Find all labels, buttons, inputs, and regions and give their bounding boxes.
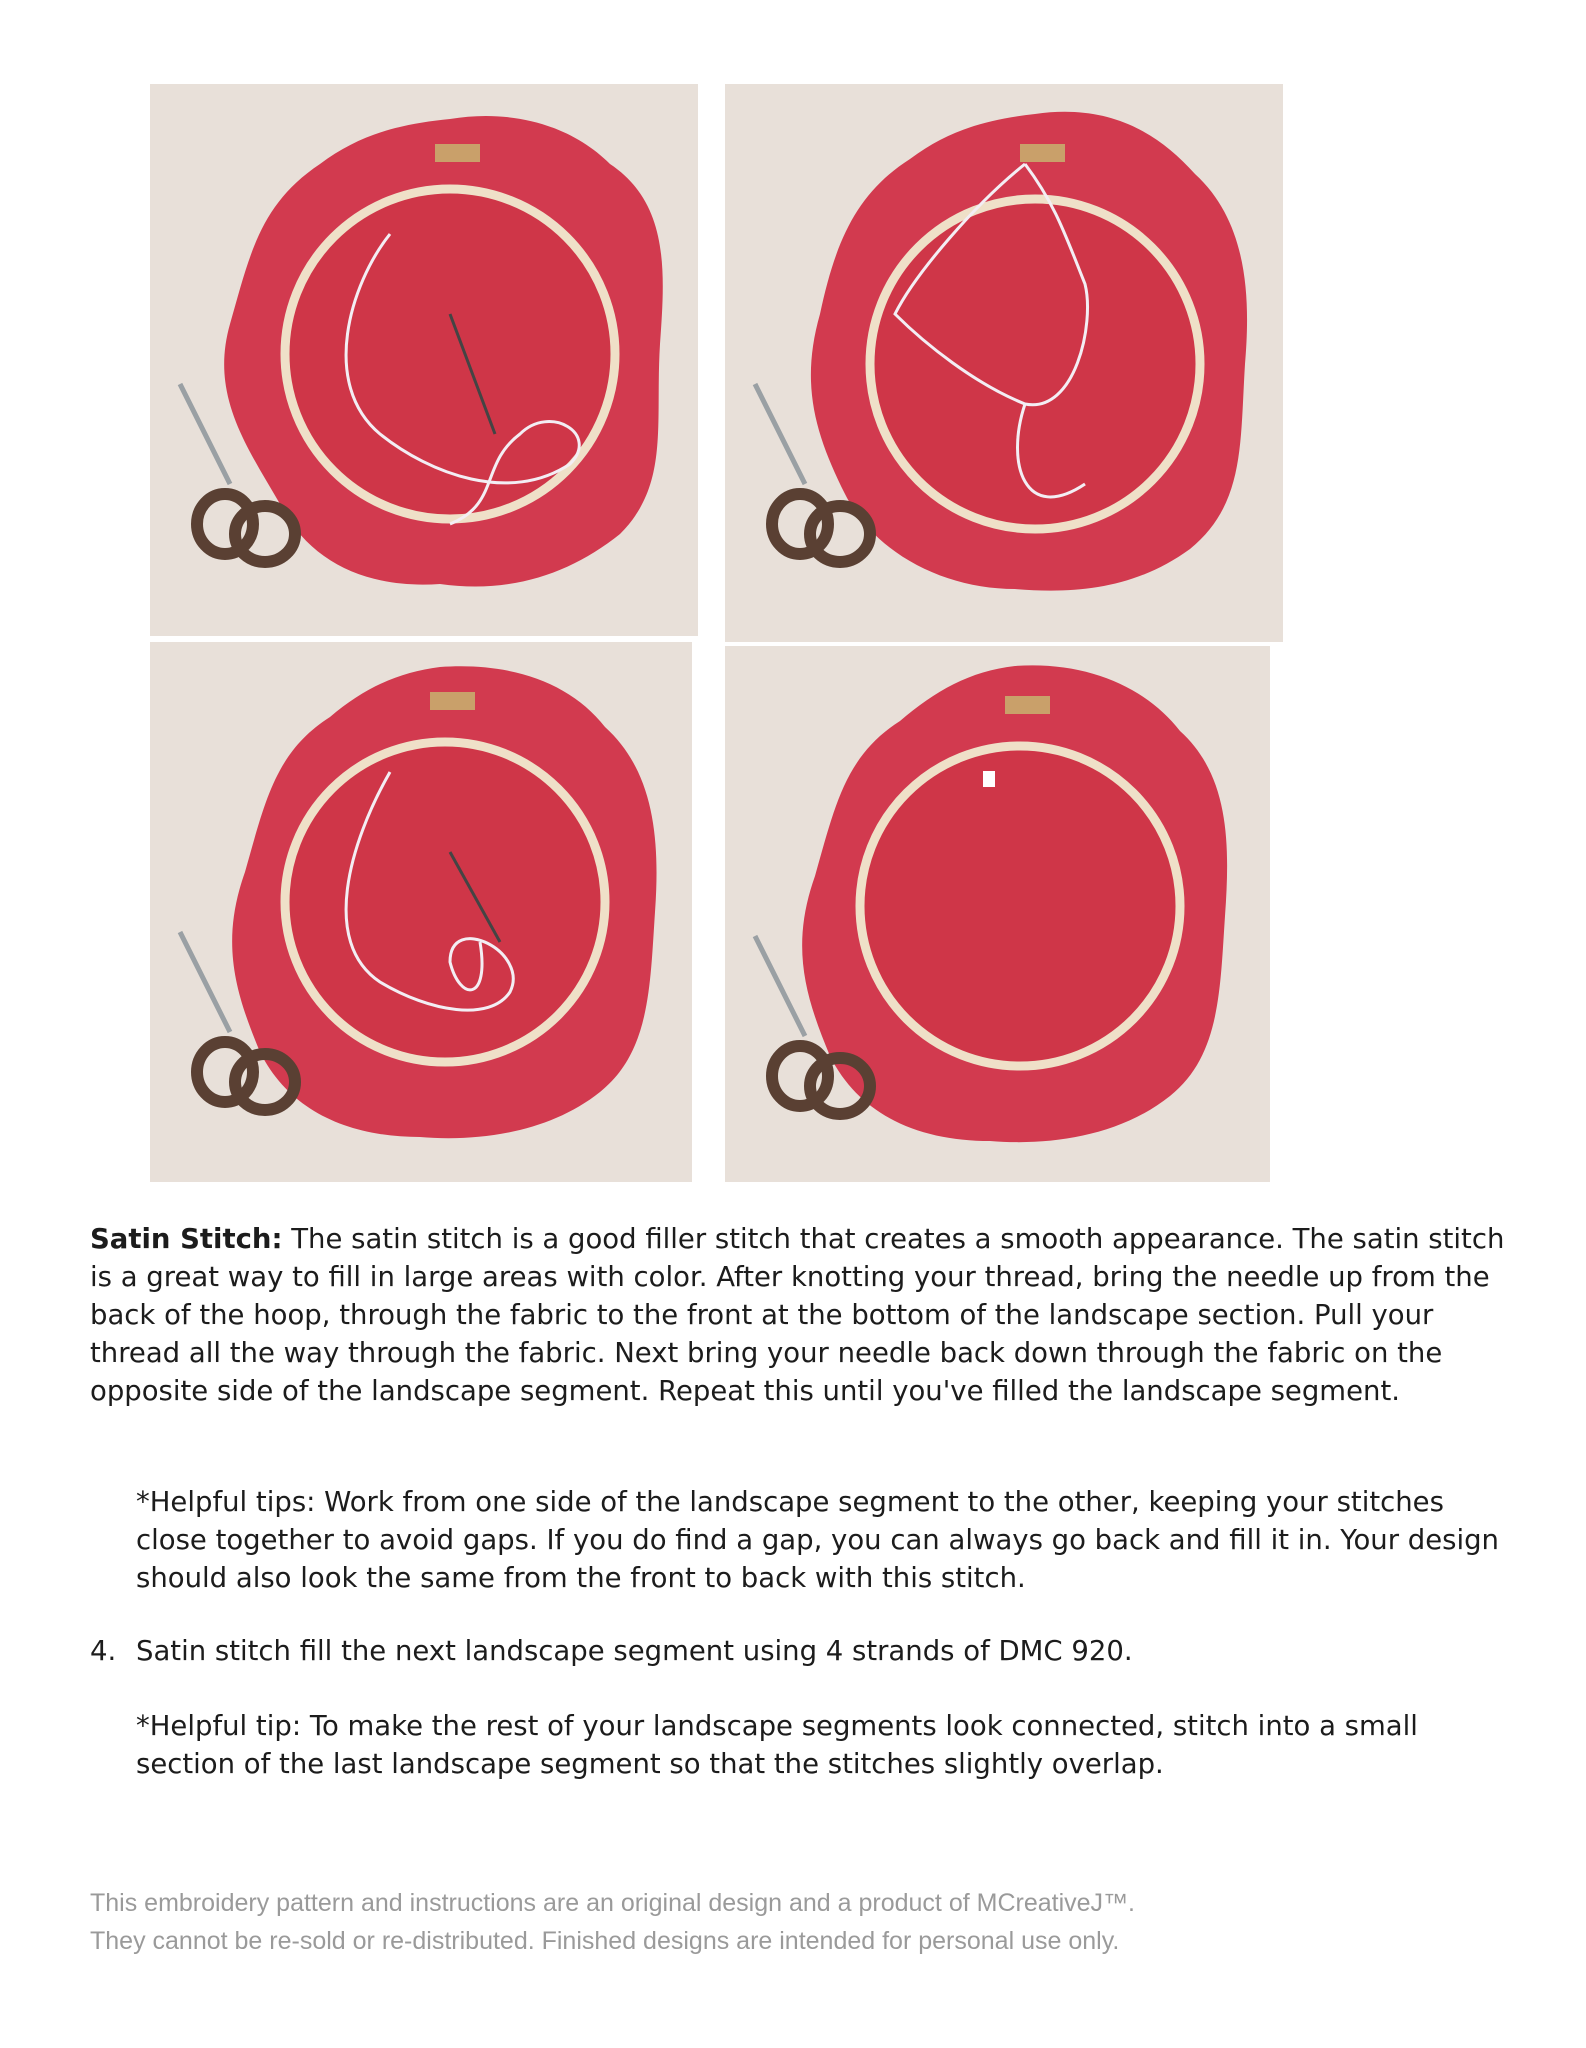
footer-line-2: They cannot be re-sold or re-distributed. Finished designs are intended for personal use only.	[90, 1927, 1120, 1955]
satin-stitch-heading: Satin Stitch:	[90, 1223, 283, 1255]
footer	[90, 1884, 1490, 1960]
photo-step-1	[150, 84, 698, 636]
hoop	[285, 189, 615, 519]
footer-line-1: This embroidery pattern and instructions are an original design and a product of MCreativeJ™.	[90, 1889, 1135, 1917]
step-text: Satin stitch fill the next landscape segment using 4 strands of DMC 920.	[136, 1635, 1133, 1667]
photo-step-2	[725, 84, 1283, 642]
helpful-tip-2: *Helpful tip: To make the rest of your landscape segments look connected, stitch into a small section of the last landscape segment so that the stitches slightly overlap.	[136, 1710, 1418, 1780]
step-4	[90, 1632, 1510, 1670]
step-number: 4.	[90, 1635, 117, 1667]
photo-step-3	[150, 642, 692, 1182]
photo-step-4	[725, 646, 1270, 1182]
satin-stitch-paragraph	[90, 1220, 1510, 1410]
helpful-tips-1: *Helpful tips: Work from one side of the landscape segment to the other, keeping your stitches close together to avoid gaps. If you do find a gap, you can always go back and fill it in. Your design should also look the same from the front to back with this stitch.	[136, 1486, 1499, 1594]
satin-stitch-body: The satin stitch is a good filler stitch that creates a smooth appearance. The satin stitch is a great way to fill in large areas with color. After knotting your thread, bring the needle up from the back of the hoop, through the fabric to the front at the bottom of the landscape section. Pull your thread all the way through the fabric. Next bring your needle back down through the fabric on the opposite side of the landscape segment. Repeat this until you've filled the landscape segment.	[90, 1223, 1505, 1407]
first-stitch	[983, 771, 995, 787]
